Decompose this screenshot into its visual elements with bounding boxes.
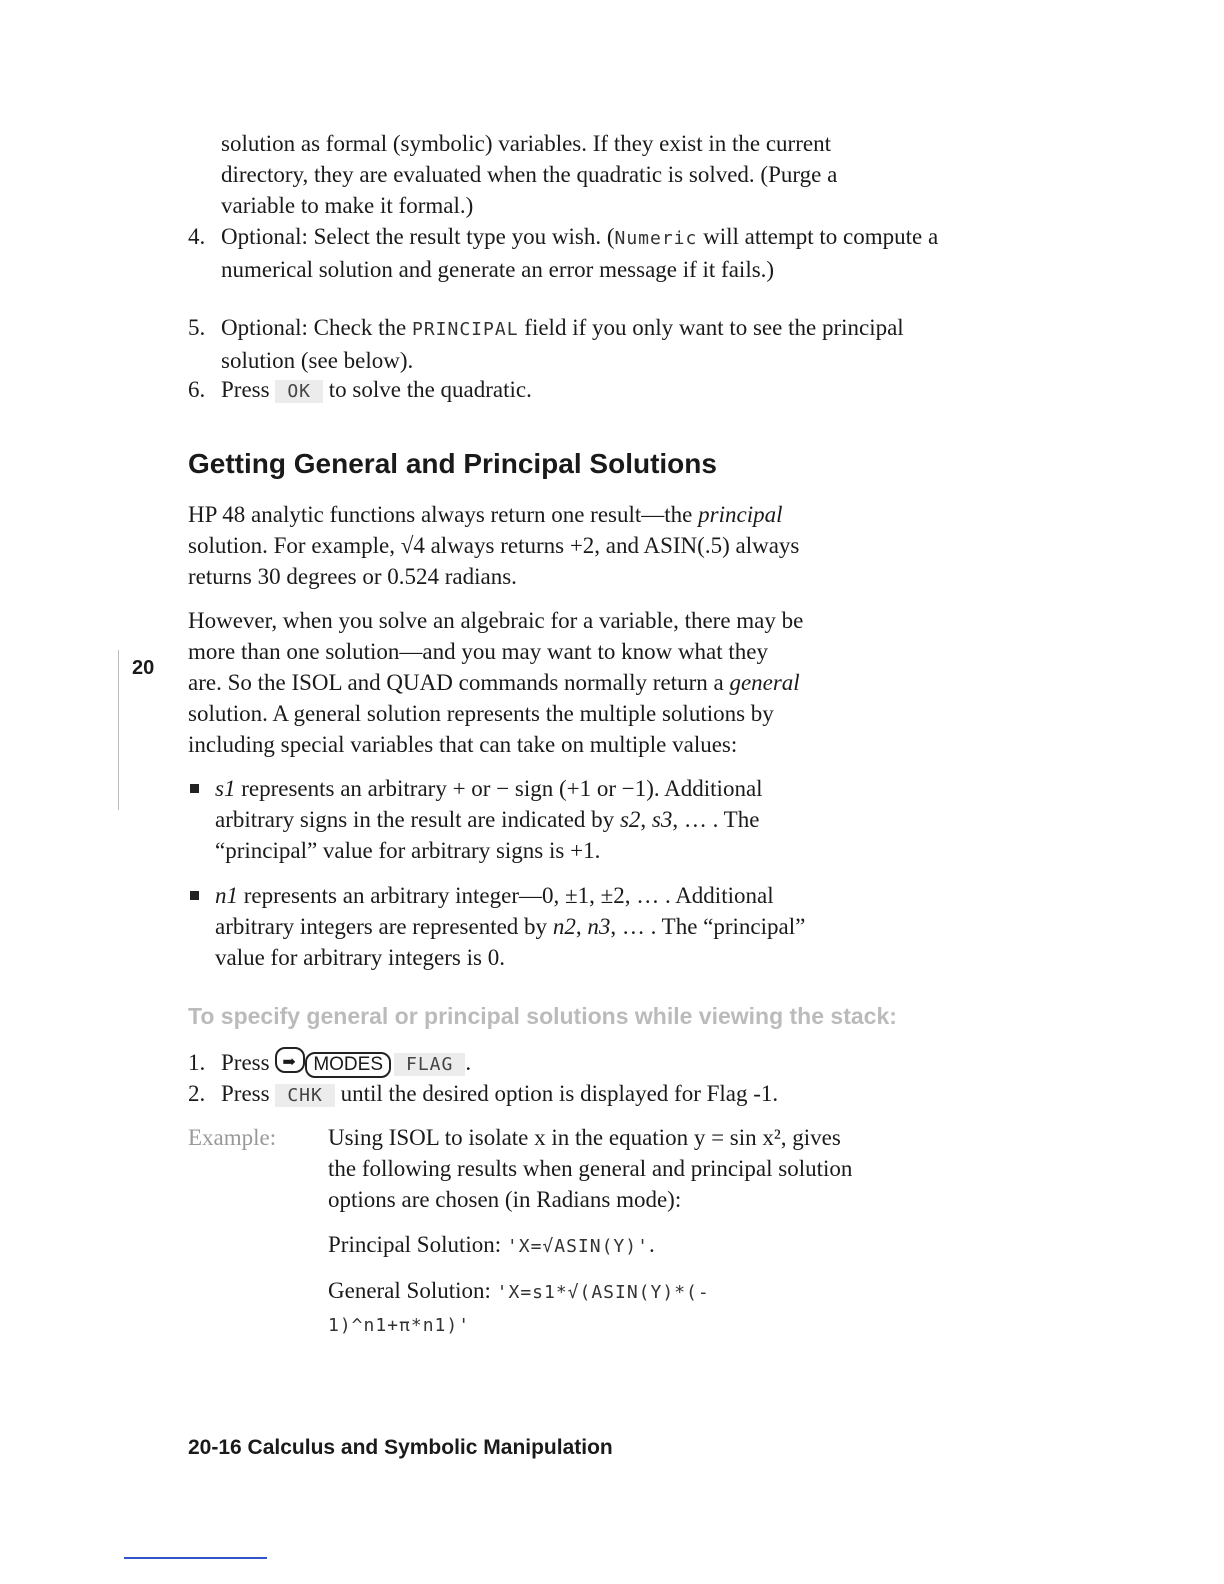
procedure-step-2: [188, 1078, 988, 1111]
step-text: Press: [221, 1081, 276, 1106]
text: Using ISOL to isolate x in the equation y = sin x², gives: [328, 1125, 841, 1150]
text: returns 30 degrees or 0.524 radians.: [188, 564, 517, 589]
emphasis: general: [729, 670, 800, 695]
text: solution. For example, √4 always returns +2, and ASIN(.5) always: [188, 533, 800, 558]
variable: n3: [587, 914, 611, 939]
variable: n1: [215, 883, 238, 908]
code: 'X=√ASIN(Y)': [506, 1236, 649, 1257]
text: options are chosen (in Radians mode):: [328, 1187, 682, 1212]
text: .: [648, 1232, 655, 1257]
flag-softkey[interactable]: FLAG: [394, 1053, 465, 1076]
step-text: Press: [221, 377, 276, 402]
intro-line: directory, they are evaluated when the quadratic is solved. (Purge a: [221, 162, 838, 187]
text: more than one solution—and you may want to know what they: [188, 639, 769, 664]
step-number: 5.: [188, 315, 206, 340]
step-5: [188, 312, 988, 376]
example-body: [328, 1122, 988, 1215]
modes-key[interactable]: MODES: [305, 1052, 391, 1078]
text: arbitrary signs in the result are indicated by: [215, 807, 620, 832]
list-item: s1 represents an arbitrary + or − sign (+1 or −1). Additional arbitrary signs in the result are indicated by s2, s3, … . The “principal” value for arbitrary signs is +1.: [188, 773, 968, 866]
text: value for arbitrary integers is 0.: [215, 945, 505, 970]
text: HP 48 analytic functions always return one result—the: [188, 502, 699, 527]
step-text: until the desired option is displayed for Flag -1.: [334, 1081, 779, 1106]
text: , … . The: [672, 807, 760, 832]
chapter-tab: 20: [132, 657, 155, 679]
procedure-heading: To specify general or principal solutions while viewing the stack:: [188, 1003, 897, 1029]
text: General Solution:: [328, 1278, 497, 1303]
step-number: 4.: [188, 224, 206, 249]
step-text: Optional: Select the result type you wish. (: [221, 224, 615, 249]
step-text: to solve the quadratic.: [323, 377, 532, 402]
text: including special variables that can take on multiple values:: [188, 732, 738, 757]
text: the following results when general and principal solution: [328, 1156, 853, 1181]
page-footer: 20-16 Calculus and Symbolic Manipulation: [188, 1436, 613, 1459]
code: 'X=s1*√(ASIN(Y)*(-: [496, 1282, 710, 1303]
general-solution: [328, 1275, 710, 1341]
intro-paragraph: [221, 128, 1001, 221]
step-text: will attempt to compute a numerical solution and generate an error message if it fails.): [221, 224, 939, 282]
chk-softkey[interactable]: CHK: [275, 1084, 335, 1107]
code: 1)^n1+π*n1)': [328, 1315, 471, 1336]
footer-rule: [124, 1557, 267, 1559]
ok-softkey[interactable]: OK: [275, 380, 323, 403]
text: are. So the ISOL and QUAD commands normally return a: [188, 670, 730, 695]
text: Principal Solution:: [328, 1232, 507, 1257]
variable: s1: [215, 776, 236, 801]
intro-line: variable to make it formal.): [221, 193, 474, 218]
step-text: field if you only want to see the principal solution (see below).: [221, 315, 904, 373]
step-text: Optional: Check the: [221, 315, 412, 340]
text: , … . The “principal”: [610, 914, 806, 939]
text: arbitrary integers are represented by: [215, 914, 553, 939]
numeric-option: Numeric: [614, 228, 698, 249]
bullet-icon: [190, 784, 199, 793]
principal-field: PRINCIPAL: [412, 319, 519, 340]
procedure-step-1: [188, 1047, 988, 1080]
variable: s2: [619, 807, 641, 832]
step-4: [188, 221, 988, 285]
step-6: [188, 374, 988, 407]
step-text: .: [465, 1050, 472, 1075]
example-label: Example:: [188, 1125, 277, 1150]
right-shift-key-icon[interactable]: [275, 1047, 305, 1073]
text: solution. A general solution represents the multiple solutions by: [188, 701, 774, 726]
chapter-tab-rule: [118, 650, 119, 810]
paragraph-general: [188, 605, 988, 760]
step-text: Press: [221, 1050, 276, 1075]
variable: n2: [552, 914, 576, 939]
text: “principal” value for arbitrary signs is +1.: [215, 838, 601, 863]
text: However, when you solve an algebraic for a variable, there may be: [188, 608, 804, 633]
list-item: n1 represents an arbitrary integer—0, ±1, ±2, … . Additional arbitrary integers are represented by n2, n3, … . The “principal” value for arbitrary integers is 0.: [188, 880, 968, 973]
intro-line: solution as formal (symbolic) variables. If they exist in the current: [221, 131, 831, 156]
bullet-icon: [190, 891, 199, 900]
variable: s3: [651, 807, 673, 832]
paragraph-principal: [188, 499, 988, 592]
principal-solution: [328, 1229, 655, 1262]
step-number: 2.: [188, 1081, 206, 1106]
step-number: 6.: [188, 377, 206, 402]
step-number: 1.: [188, 1050, 206, 1075]
emphasis: principal: [698, 502, 783, 527]
text: represents an arbitrary integer—0, ±1, ±2, … . Additional: [238, 883, 774, 908]
section-heading: Getting General and Principal Solutions: [188, 448, 717, 479]
text: represents an arbitrary + or − sign (+1 or −1). Additional: [235, 776, 763, 801]
